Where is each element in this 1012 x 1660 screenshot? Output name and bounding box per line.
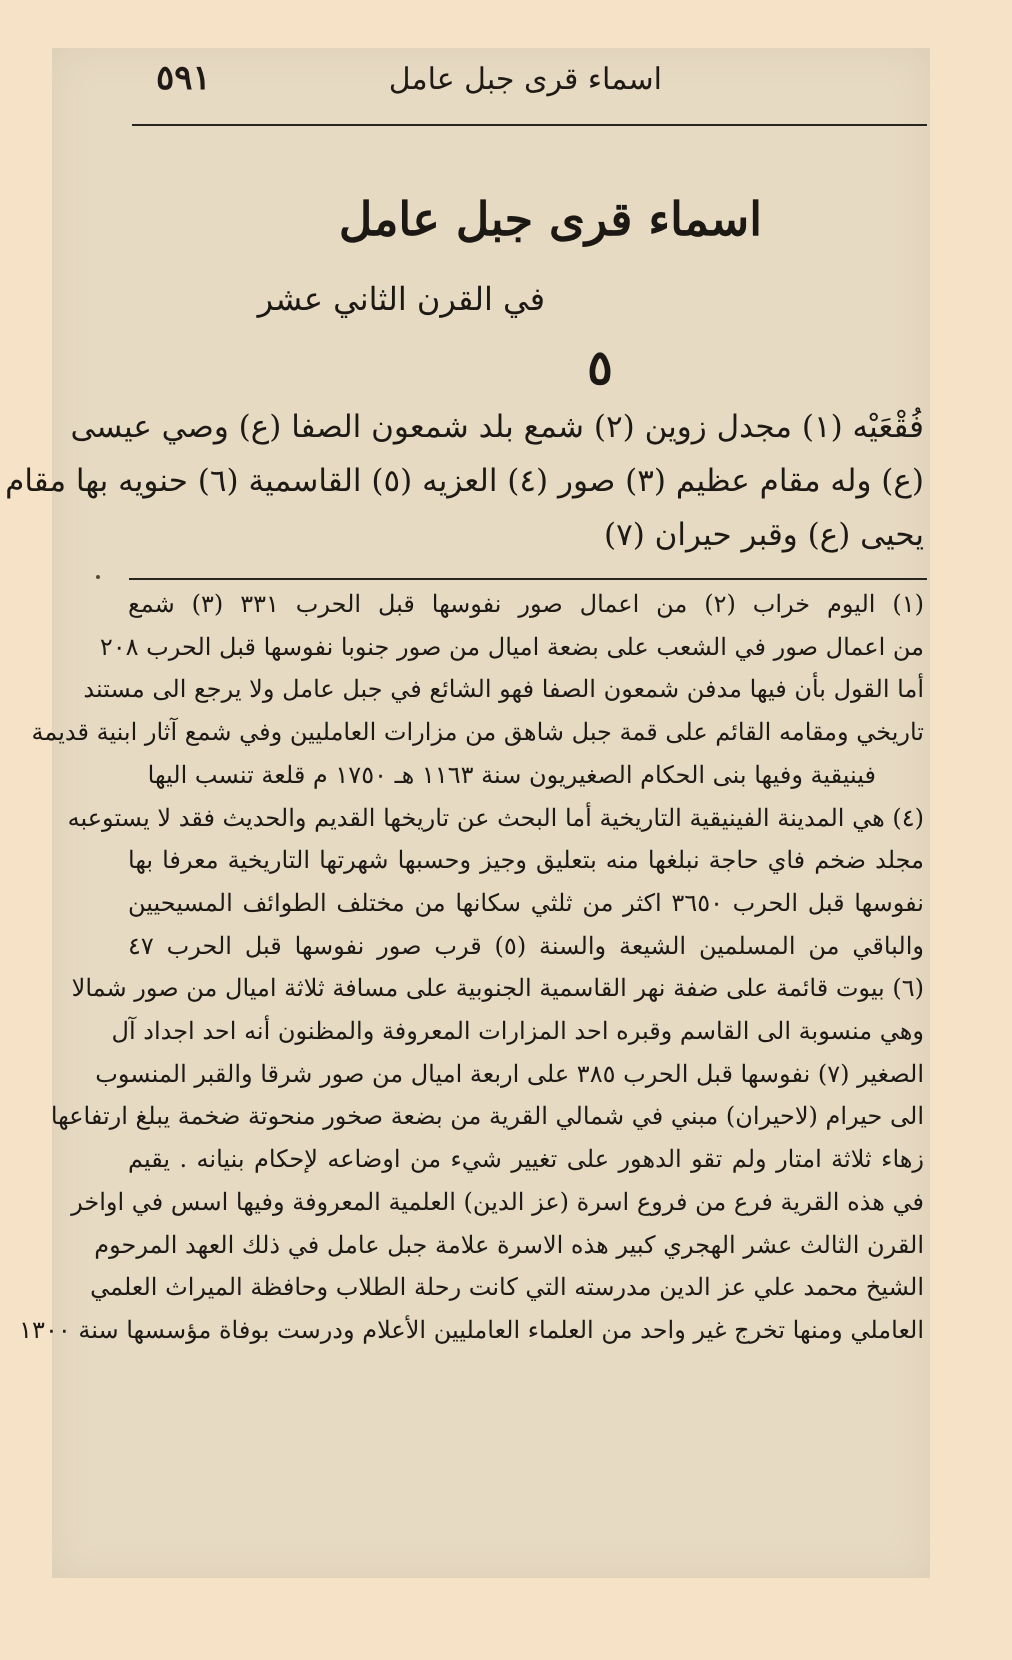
chapter-title: اسماء قرى جبل عامل (338, 192, 762, 246)
main-text-line: فُقْعَيْه (١) مجدل زوين (٢) شمع بلد شمعون الصفا (ع) وصي عيسى (70, 409, 924, 445)
footnote-line: مجلد ضخم فاي حاجة نبلغها منه بتعليق وجيز وحسبها شهرتها التاريخية معرفا بها (128, 846, 924, 875)
section-number: ٥ (587, 340, 613, 396)
footnote-line: الى حيرام (لاحيران) مبني في شمالي القرية من بضعة صخور منحوتة ضخمة يبلغ ارتفاعها (50, 1102, 924, 1131)
footnote-line: الصغير (٧) نفوسها قبل الحرب ٣٨٥ على اربعة اميال من صور شرقا والقبر المنسوب (95, 1059, 924, 1088)
main-text (5, 400, 924, 562)
chapter-subtitle: في القرن الثاني عشر (257, 280, 545, 318)
footnote-line: من اعمال صور في الشعب على بضعة اميال من صور جنوبا نفوسها قبل الحرب ٢٠٨ (99, 632, 924, 661)
footnote-line: الشيخ محمد علي عز الدين مدرسته التي كانت رحلة الطلاب وحافظة الميراث العلمي (90, 1273, 924, 1302)
footnote-line: العاملي ومنها تخرج غير واحد من العلماء العامليين الأعلام ودرست بوفاة مؤسسها سنة ١٣٠٠ (19, 1315, 924, 1344)
footnote-line: أما القول بأن فيها مدفن شمعون الصفا فهو الشائع في جبل عامل ولا يرجع الى مستند (83, 675, 924, 704)
footnote-separator (129, 578, 927, 580)
footnote-line: (٦) بيوت قائمة على ضفة نهر القاسمية الجنوبية على مسافة ثلاثة اميال من صور شمالا (71, 974, 924, 1003)
footnote-line: فينيقية وفيها بنى الحكام الصغيريون سنة ١١٦٣ هـ ١٧٥٠ م قلعة تنسب اليها (147, 760, 876, 789)
footnote-line: (٤) هي المدينة الفينيقية التاريخية أما البحث عن تاريخها القديم والحديث فقد لا يستوعبه (67, 803, 924, 832)
footnote-line: القرن الثالث عشر الهجري كبير هذه الاسرة علامة جبل عامل في ذلك العهد المرحوم (94, 1230, 924, 1259)
page-number: ٥٩١ (156, 58, 211, 98)
main-text-line: يحيى (ع) وقبر حيران (٧) (603, 517, 924, 553)
footnote-line: والباقي من المسلمين الشيعة والسنة (٥) قرب صور نفوسها قبل الحرب ٤٧ (128, 931, 924, 960)
footnote-line: في هذه القرية فرع من فروع اسرة (عز الدين) العلمية المعروفة وفيها اسس في اواخر (71, 1187, 924, 1216)
footnotes (19, 583, 925, 1352)
page-header (52, 48, 930, 126)
footnote-line: (١) اليوم خراب (٢) من اعمال صور نفوسها قبل الحرب ٣٣١ (٣) شمع (128, 590, 925, 618)
header-rule (132, 124, 927, 126)
footnote-line: نفوسها قبل الحرب ٣٦٥٠ اكثر من ثلثي سكانها من مختلف الطوائف المسيحيين (128, 888, 924, 917)
running-title: اسماء قرى جبل عامل (388, 62, 662, 97)
main-text-line: (ع) وله مقام عظيم (٣) صور (٤) العزيه (٥) القاسمية (٦) حنويه بها مقام (5, 463, 924, 499)
footnote-line: تاريخي ومقامه القائم على قمة جبل شاهق من مزارات العامليين وفي شمع آثار ابنية قديمة (31, 718, 924, 747)
book-page (5, 48, 930, 1578)
footnote-line: وهي منسوبة الى القاسم وقبره احد المزارات المعروفة والمظنون أنه احد اجداد آل (111, 1017, 924, 1046)
footnote-line: زهاء ثلاثة امتار ولم تقو الدهور على تغيير شيء من اوضاعه لإحكام بنيانه . يقيم (128, 1145, 924, 1174)
margin-mark (96, 575, 100, 579)
